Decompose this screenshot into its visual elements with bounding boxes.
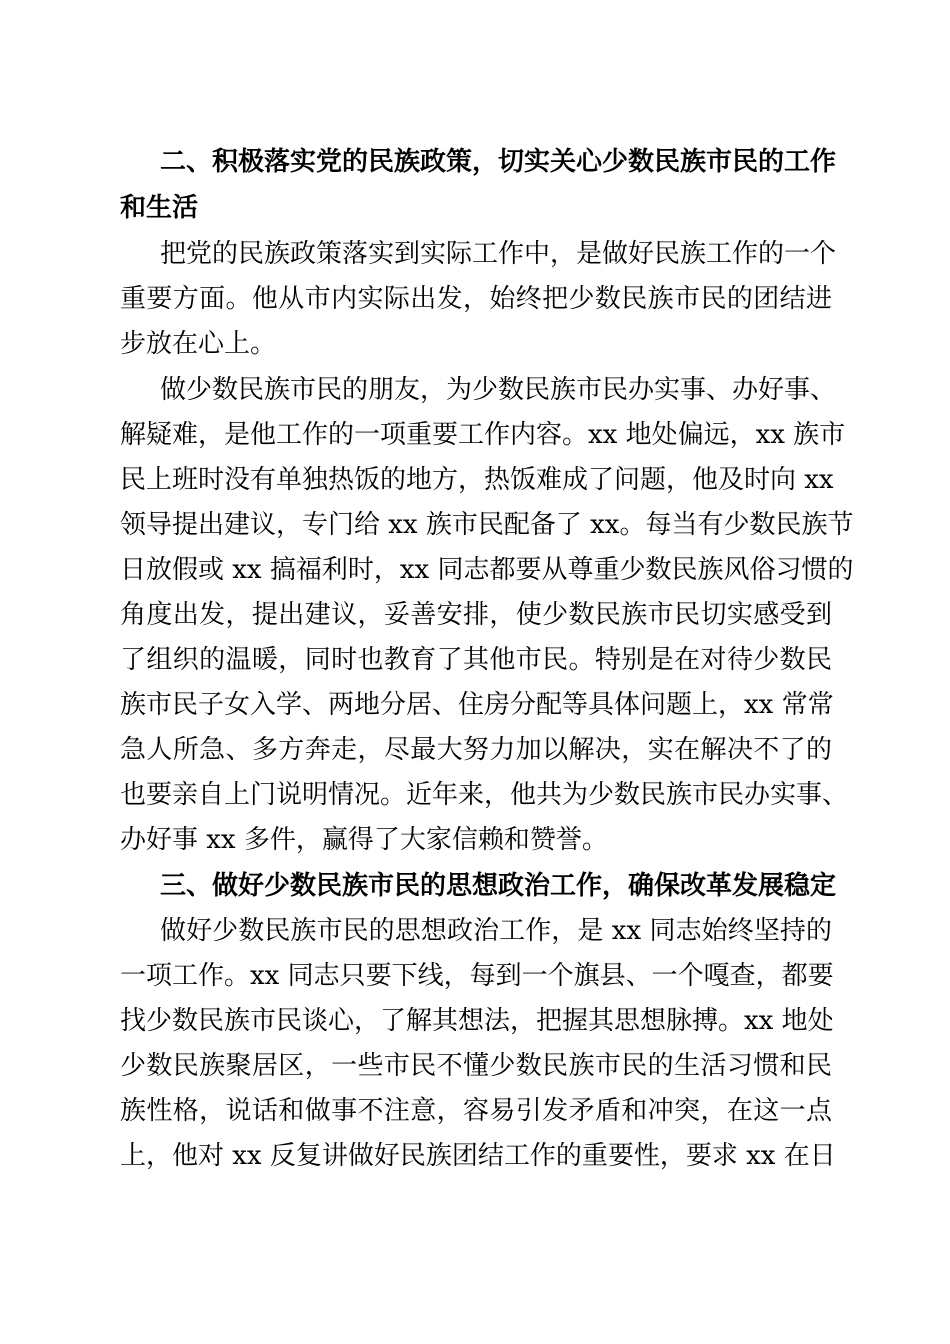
- paragraph-line: 也要亲自上门说明情况。近年来，他共为少数民族市民办实事、: [120, 780, 849, 810]
- paragraph-line: 上，他对 xx 反复讲做好民族团结工作的重要性，要求 xx 在日: [120, 1141, 836, 1171]
- paragraph-line: 办好事 xx 多件，赢得了大家信赖和赞誉。: [120, 825, 608, 855]
- paragraph-line: 重要方面。他从市内实际出发，始终把少数民族市民的团结进: [120, 284, 832, 314]
- section-heading-2-cont: 和生活: [120, 193, 199, 223]
- paragraph-line: 了组织的温暖，同时也教育了其他市民。特别是在对待少数民: [120, 645, 832, 675]
- paragraph-line: 领导提出建议，专门给 xx 族市民配备了 xx。每当有少数民族节: [120, 510, 854, 540]
- paragraph-line: 族性格，说话和做事不注意，容易引发矛盾和冲突，在这一点: [120, 1096, 832, 1126]
- paragraph-line: 解疑难，是他工作的一项重要工作内容。xx 地处偏远，xx 族市: [120, 420, 846, 450]
- paragraph-line: 族市民子女入学、两地分居、住房分配等具体问题上，xx 常常: [120, 690, 834, 720]
- paragraph-line: 做好少数民族市民的思想政治工作，是 xx 同志始终坚持的: [160, 916, 832, 946]
- paragraph-line: 日放假或 xx 搞福利时，xx 同志都要从尊重少数民族风俗习惯的: [120, 555, 854, 585]
- paragraph-line: 做少数民族市民的朋友，为少数民族市民办实事、办好事、: [160, 375, 837, 405]
- paragraph-line: 角度出发，提出建议，妥善安排，使少数民族市民切实感受到: [120, 600, 832, 630]
- paragraph-line: 把党的民族政策落实到实际工作中，是做好民族工作的一个: [160, 239, 837, 269]
- paragraph-line: 急人所急、多方奔走，尽最大努力加以解决，实在解决不了的: [120, 735, 832, 765]
- section-heading-2: 二、积极落实党的民族政策，切实关心少数民族市民的工作: [160, 147, 837, 177]
- paragraph-line: 民上班时没有单独热饭的地方，热饭难成了问题，他及时向 xx: [120, 465, 834, 495]
- paragraph-line: 找少数民族市民谈心，了解其想法，把握其思想脉搏。xx 地处: [120, 1006, 834, 1036]
- section-heading-3: 三、做好少数民族市民的思想政治工作，确保改革发展稳定: [160, 871, 837, 901]
- paragraph-line: 少数民族聚居区，一些市民不懂少数民族市民的生活习惯和民: [120, 1051, 832, 1081]
- paragraph-line: 一项工作。xx 同志只要下线，每到一个旗县、一个嘎查，都要: [120, 961, 834, 991]
- paragraph-line: 步放在心上。: [120, 329, 277, 359]
